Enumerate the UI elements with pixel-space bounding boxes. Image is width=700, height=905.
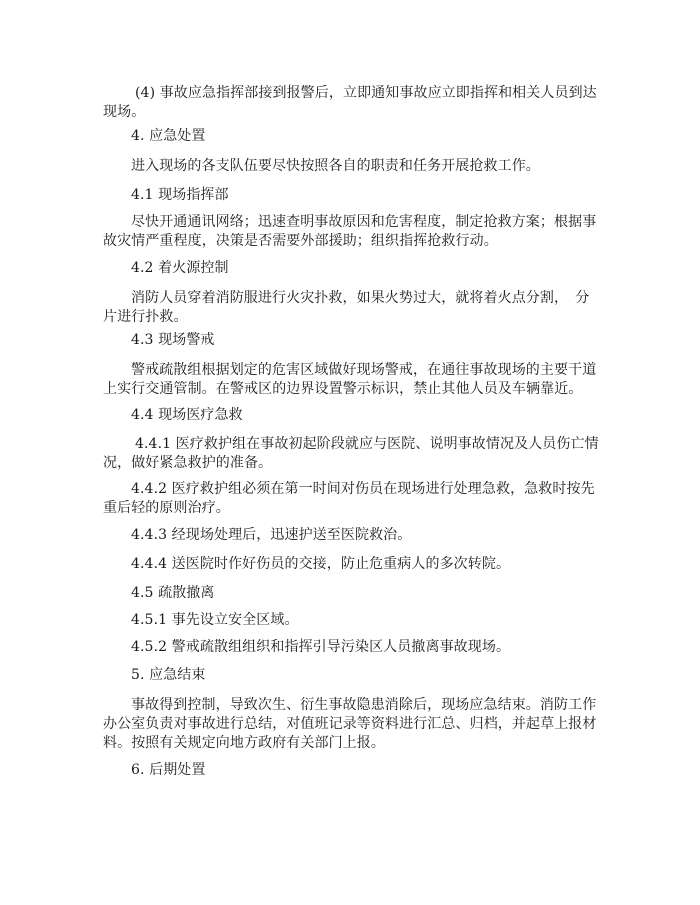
paragraph-5: 事故得到控制，导致次生、衍生事故隐患消除后，现场应急结束。消防工作办公室负责对事故进行总结，对值班记录等资料进行汇总、归档，并起草上报材料。按照有关规定向地方政府有关部门上报。 [103, 697, 597, 751]
heading-4-1: 4.1 现场指挥部 [131, 187, 229, 203]
heading-4: 4. 应急处置 [131, 128, 206, 144]
paragraph-4-4-4: 4.4.4 送医院时作好伤员的交接，防止危重病人的多次转院。 [131, 556, 511, 572]
heading-5: 5. 应急结束 [131, 667, 206, 683]
heading-4-5: 4.5 疏散撤离 [131, 585, 215, 601]
heading-4-2: 4.2 着火源控制 [131, 260, 229, 276]
paragraph-4-4-2: 4.4.2 医疗救护组必须在第一时间对伤员在现场进行处理急救，急救时按先重后轻的原则治疗。 [103, 481, 595, 516]
paragraph-4-1: 尽快开通通讯网络；迅速查明事故原因和危害程度，制定抢救方案；根据事故灾情严重程度，决策是否需要外部援助；组织指挥抢救行动。 [103, 214, 597, 249]
heading-6: 6. 后期处置 [131, 762, 206, 778]
paragraph-4-4-3: 4.4.3 经现场处理后，迅速护送至医院救治。 [131, 527, 412, 543]
paragraph-4-3: 警戒疏散组根据划定的危害区域做好现场警戒，在通往事故现场的主要干道上实行交通管制。在警戒区的边界设置警示标识，禁止其他人员及车辆靠近。 [103, 362, 597, 397]
paragraph-4: 进入现场的各支队伍要尽快按照各自的职责和任务开展抢救工作。 [131, 158, 540, 174]
heading-4-3: 4.3 现场警戒 [131, 332, 215, 348]
paragraph-4-5-1: 4.5.1 事先设立安全区域。 [131, 612, 299, 628]
heading-4-4: 4.4 现场医疗急救 [131, 407, 243, 423]
paragraph-notify: (4) 事故应急指挥部接到报警后，立即通知事故应立即指挥和相关人员到达现场。 [103, 85, 597, 120]
paragraph-4-4-1: 4.4.1 医疗救护组在事故初起阶段就应与医院、说明事故情况及人员伤亡情况，做好紧急救护的准备。 [103, 436, 599, 471]
paragraph-4-5-2: 4.5.2 警戒疏散组组织和指挥引导污染区人员撤离事故现场。 [131, 639, 511, 655]
paragraph-4-2: 消防人员穿着消防服进行火灾扑救，如果火势过大，就将着火点分割， 分片进行扑救。 [103, 290, 590, 325]
